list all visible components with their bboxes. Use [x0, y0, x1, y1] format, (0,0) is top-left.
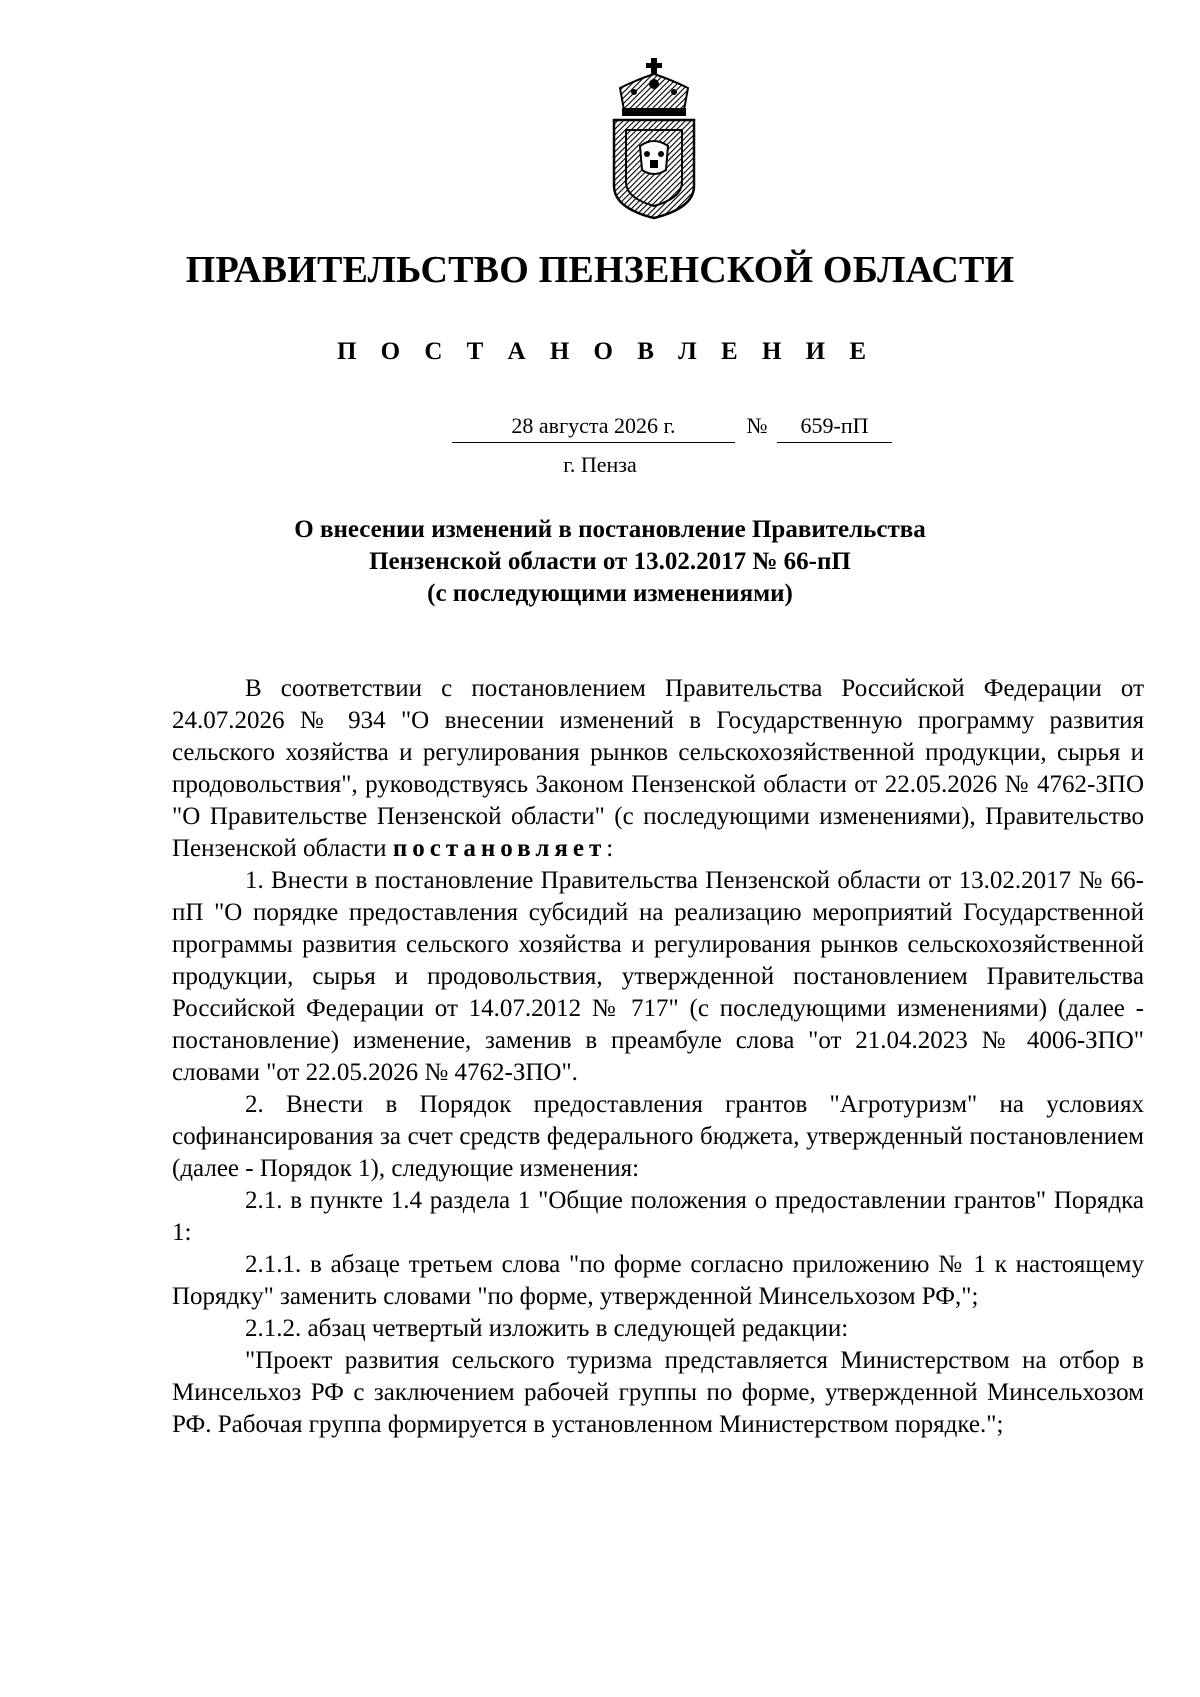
government-title: ПРАВИТЕЛЬСТВО ПЕНЗЕНСКОЙ ОБЛАСТИ [185, 249, 1015, 291]
document-date: 28 августа 2026 г. [452, 412, 735, 443]
paragraph-2-1-2: 2.1.2. абзац четвертый изложить в следующей редакции: [245, 1315, 849, 1342]
number-sign: № [746, 413, 768, 438]
paragraph-2-1: 2.1. в пункте 1.4 раздела 1 "Общие положения о предоставлении грантов" Порядка 1: [172, 1187, 1144, 1246]
decides-keyword: постановляет [392, 835, 607, 862]
quoted-paragraph: "Проект развития сельского туризма представляется Министерством на отбор в Минсельхоз РФ с заключением рабочей группы по форме, утвержденной Минсельхозом РФ. Рабочая группа формируется в установленном Министерством порядке."; [172, 1347, 1144, 1438]
coat-of-arms-icon [606, 58, 702, 220]
subject-line: О внесении изменений в постановление Правительства [294, 516, 926, 543]
document-body [172, 673, 1144, 1441]
document-subject [290, 514, 930, 610]
document-type: П О С Т А Н О В Л Е Н И Е [336, 338, 876, 365]
paragraph-2-1-1: 2.1.1. в абзаце третьем слова "по форме согласно приложению № 1 к настоящему Порядку" заменить словами "по форме, утвержденной Минсельхозом РФ,"; [172, 1251, 1144, 1310]
preamble-text: В соответствии с постановлением Правительства Российской Федерации от 24.07.2026 № 934 "О внесении изменений в Государственную программу развития сельского хозяйства и регулирования рынков сельскохозяйственной продукции, сырья и продовольствия", руководствуясь Законом Пензенской области от 22.05.2026 № 4762-ЗПО "О Правительстве Пензенской области" (с последующими изменениями), Правительство Пензенской области [172, 675, 1144, 862]
subject-line: Пензенской области от 13.02.2017 № 66-пП [369, 548, 851, 575]
subject-line: (с последующими изменениями) [427, 580, 793, 607]
paragraph-2: 2. Внести в Порядок предоставления грантов "Агротуризм" на условиях софинансирования за счет средств федерального бюджета, утвержденный постановлением (далее - Порядок 1), следующие изменения: [172, 1091, 1144, 1182]
city-label: г. Пенза [563, 452, 637, 477]
document-number: 659-пП [777, 412, 892, 443]
decides-colon: : [606, 835, 614, 862]
preamble-paragraph [172, 673, 1144, 865]
paragraph-1: 1. Внести в постановление Правительства Пензенской области от 13.02.2017 № 66-пП "О порядке предоставления субсидий на реализацию мероприятий Государственной программы развития сельского хозяйства и регулирования рынков сельскохозяйственной продукции, сырья и продовольствия, утвержденной постановлением Правительства Российской Федерации от 14.07.2012 № 717" (с последующими изменениями) (далее - постановление) изменение, заменив в преамбуле слова "от 21.04.2023 № 4006-ЗПО" словами "от 22.05.2026 № 4762-ЗПО". [172, 867, 1144, 1086]
